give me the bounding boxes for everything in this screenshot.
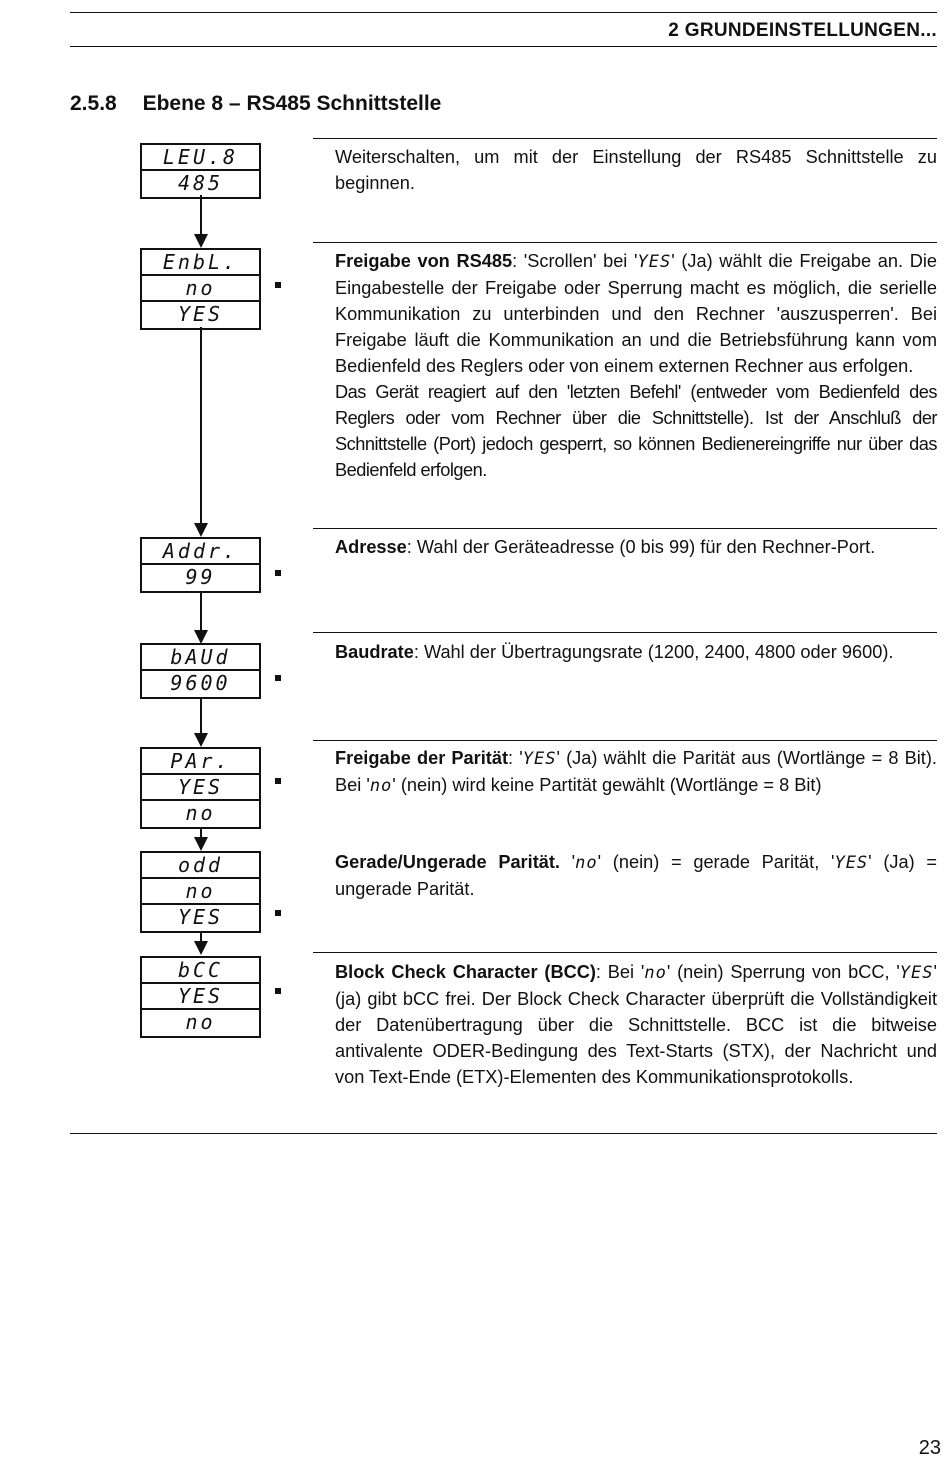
down-arrow-icon [194, 733, 208, 747]
desc-text: : Wahl der Übertragungsrate (1200, 2400, 4800 oder 9600). [413, 642, 894, 662]
lcd-row: 99 [185, 565, 216, 589]
lcd-row: Addr. [142, 539, 259, 565]
description-level [335, 144, 937, 196]
description-bcc [335, 959, 937, 1090]
segment-code: YES [522, 749, 557, 769]
footer-rule [70, 1133, 937, 1134]
lcd-row: 485 [177, 171, 224, 195]
lcd-display-parity [140, 747, 261, 829]
desc-heading: Block Check Character (BCC) [335, 962, 596, 982]
segment-code: no [575, 853, 598, 873]
lcd-row: YES [142, 984, 259, 1010]
square-bullet-icon [275, 988, 281, 994]
desc-text: : ' [508, 748, 523, 768]
square-bullet-icon [275, 910, 281, 916]
desc-text: ' (nein) wird keine Partität gewählt (Wortlänge = 8 Bit) [392, 775, 822, 795]
connector-line [200, 697, 202, 734]
desc-text: : Wahl der Geräteadresse (0 bis 99) für den Rechner-Port. [406, 537, 876, 557]
lcd-row: no [185, 801, 216, 825]
desc-text: : Bei ' [595, 962, 645, 982]
square-bullet-icon [275, 675, 281, 681]
section-separator [313, 952, 937, 953]
description-baudrate [335, 639, 937, 665]
lcd-display-address [140, 537, 261, 593]
desc-text: ' (ja) gibt bCC frei. Der Block Check Character überprüft die Vollständigkeit der Datenübertragung über die Schnittstelle. BCC ist die bitweise antivalente ODER-Bedingung des Text-Starts (STX), der Nachricht und von Text-Ende (ETX)-Elementen des Kommunikationsprotokolls. [335, 962, 937, 1087]
connector-line [200, 327, 202, 524]
connector-line [200, 591, 202, 631]
square-bullet-icon [275, 778, 281, 784]
lcd-row: no [142, 276, 259, 302]
lcd-row: YES [177, 905, 224, 929]
lcd-display-odd [140, 851, 261, 933]
desc-text: ' (nein) = gerade Parität, ' [597, 852, 835, 872]
description-parity [335, 745, 937, 799]
connector-line [200, 195, 202, 235]
desc-text: ' (nein) Sperrung von bCC, ' [666, 962, 900, 982]
lcd-display-level [140, 143, 261, 199]
lcd-display-bcc [140, 956, 261, 1038]
description-address [335, 534, 937, 560]
desc-text: Weiterschalten, um mit der Einstellung der RS485 Schnittstelle zu beginnen. [335, 147, 937, 193]
section-title [70, 92, 441, 116]
lcd-row: bCC [142, 958, 259, 984]
square-bullet-icon [275, 570, 281, 576]
section-separator [313, 138, 937, 139]
desc-text: : 'Scrollen' bei ' [512, 251, 638, 271]
desc-text: ' [559, 852, 576, 872]
lcd-row: PAr. [142, 749, 259, 775]
down-arrow-icon [194, 630, 208, 644]
desc-heading: Gerade/Ungerade Parität. [335, 852, 560, 872]
lcd-row: no [142, 879, 259, 905]
segment-code: no [644, 963, 667, 983]
down-arrow-icon [194, 234, 208, 248]
desc-heading: Freigabe von RS485 [335, 251, 513, 271]
segment-code: YES [637, 252, 672, 272]
section-separator [313, 740, 937, 741]
lcd-row: EnbL. [142, 250, 259, 276]
section-separator [313, 632, 937, 633]
lcd-display-enable [140, 248, 261, 330]
section-separator [313, 242, 937, 243]
lcd-row: YES [177, 302, 224, 326]
lcd-row: odd [142, 853, 259, 879]
lcd-row: 9600 [170, 671, 231, 695]
section-separator [313, 528, 937, 529]
segment-code: YES [899, 963, 934, 983]
lcd-row: no [185, 1010, 216, 1034]
lcd-row: LEU.8 [142, 145, 259, 171]
chapter-header: 2 GRUNDEINSTELLUNGEN... [668, 20, 937, 41]
header-bottom-rule [70, 46, 937, 47]
page-number: 23 [918, 1437, 941, 1459]
lcd-row: bAUd [142, 645, 259, 671]
segment-code: no [369, 776, 393, 796]
description-odd [335, 849, 937, 902]
desc-text: Das Gerät reagiert auf den 'letzten Befehl' (entweder vom Bedienfeld des Reglers oder vom Rechner über die Schnittstelle). Ist der Anschluß der Schnittstelle (Port) jedoch gesperrt, so können Bedienereingriffe nur über das Bedienfeld erfolgen. [335, 382, 937, 480]
lcd-row: YES [142, 775, 259, 801]
section-number: 2.5.8 [70, 92, 117, 115]
down-arrow-icon [194, 837, 208, 851]
desc-heading: Adresse [335, 537, 407, 557]
description-enable [335, 248, 937, 483]
lcd-display-baudrate [140, 643, 261, 699]
section-heading: Ebene 8 – RS485 Schnittstelle [142, 92, 442, 115]
desc-heading: Freigabe der Parität [335, 748, 509, 768]
down-arrow-icon [194, 941, 208, 955]
desc-text: ' (Ja) wählt die Parität aus (Wortlänge = 8 Bit). Bei ' [335, 748, 937, 795]
desc-text: ' (Ja) = ungerade Parität. [335, 852, 937, 899]
segment-code: YES [834, 853, 869, 873]
desc-text: ' (Ja) wählt die Freigabe an. Die Eingabestelle der Freigabe oder Sperrung macht es möglich, die serielle Kommunikation zu unterbinden und den Rechner 'auszusperren'. Bei Freigabe läuft die Kommunikation an und die Betriebsführung kann vom Bedienfeld des Reglers oder von einem externen Rechner aus erfolgen. [335, 251, 938, 376]
square-bullet-icon [275, 282, 281, 288]
desc-heading: Baudrate [335, 642, 414, 662]
down-arrow-icon [194, 523, 208, 537]
header-top-rule [70, 12, 937, 13]
